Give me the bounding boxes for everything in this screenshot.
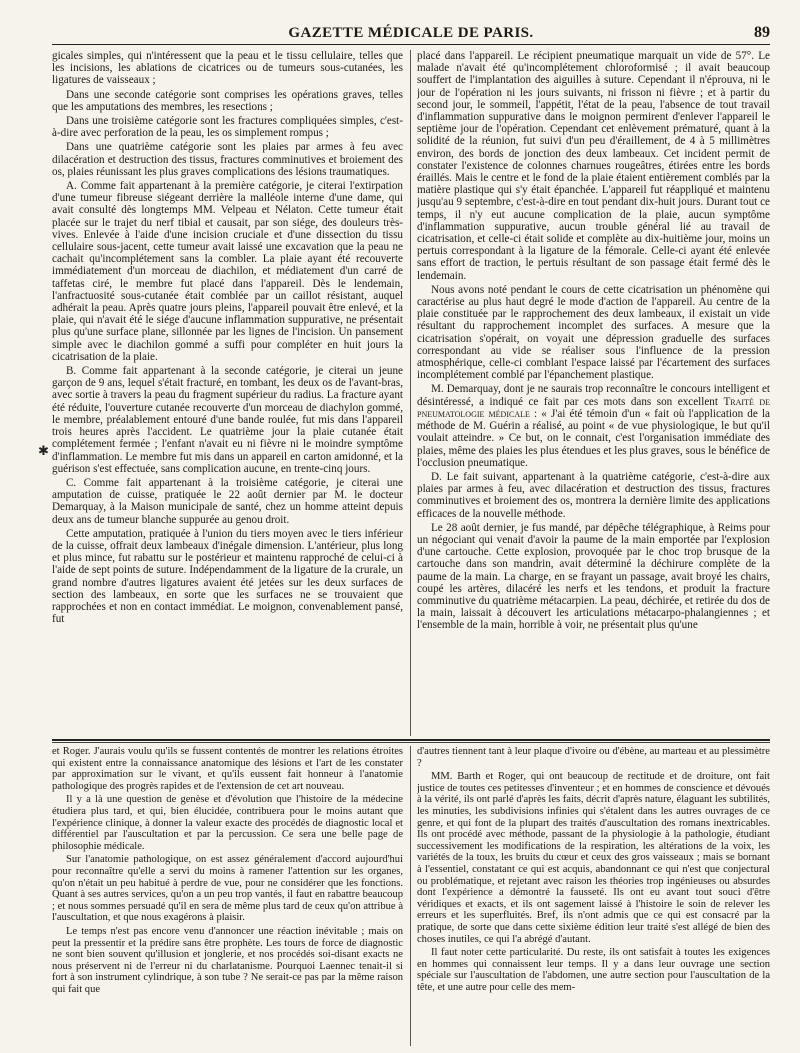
paragraph: d'autres tiennent tant à leur plaque d'ivoire ou d'ébène, au marteau et au plessimètre ? — [417, 746, 770, 769]
book-title: Traité de pneumatologie médicale — [417, 395, 770, 420]
paragraph: Dans une quatrième catégorie sont les plaies par armes à feu avec dilacération et destruction des tissus, fractures comminutives et broiement des os, plaies réunissant les plus graves complications des lésions traumatiques. — [52, 141, 403, 178]
paragraph: placé dans l'appareil. Le récipient pneumatique marquait un vide de 57°. Le malade n'avait été qu'incomplétement chloroformisé ; il avait beaucoup souffert de l'implantation des aiguilles à suture. Cependant il n'éprouva, ni le jour de l'opération ni les jours suivants, ni frisson ni fièvre ; et à partir du second jour, le sommeil, l'appétit, l'état de la peau, l'absence de tout travail d'inflammation suppurative dans le moignon permirent d'enlever l'appareil le septième jour de l'opération. Cependant cet enlèvement prématuré, quant à la solidité de la réunion, fut suivi d'un peu d'éraillement, de 4 à 5 millimètres environ, des bords de jonction des deux lambeaux. Cet incident permit de constater l'existence de colonnes charnues rougeâtres, étirées entre les bords éraillés. Mais le centre et le fond de la plaie étaient entièrement comblés par la matière plastique qui s'y était épanchée. L'appareil fut réappliqué et maintenu jusqu'au 9 septembre, c'est-à-dire en tout pendant dix-huit jours. Durant tout ce temps, il n'y eut aucune complication de la plaie, aucun symptôme d'inflammation suppurative, aucun trouble général lié au travail de cicatrisation, et celle-ci était solide et complète au dix-huitième jour, moins un pertuis correspondant à la ligature de la fémorale. Celle-ci ayant été enlevée sans effort de traction, le pertuis résultant de son passage était fermé dès le lendemain. — [417, 50, 770, 282]
feuilleton-separator — [52, 739, 770, 741]
feuilleton-column-left — [52, 746, 403, 1051]
paragraph: Le 28 août dernier, je fus mandé, par dépêche télégraphique, à Reims pour un négociant qui venait d'avoir la paume de la main emportée par l'explosion d'une cartouche. Cette explosion, provoquée par le choc trop brusque de la cartouche dans son mandrin, avait déterminé la déchirure complète de la paume de la main. La charge, en se frayant un passage, avait broyé les chairs, coupé les artères, dilacéré les nerfs et les tendons, et produit la fracture comminutive du quatrième métacarpien. La peau, déchirée, et retirée du dos de la main, laissait à découvert les articulations métacarpo-phalangiennes ; et l'ensemble de la main, horrible à voir, ne présentait plus qu'une — [417, 521, 770, 632]
paragraph: Il y a là une question de genèse et d'évolution que l'histoire de la médecine étudiera plus tard, et qui, bien élucidée, contribuera pour le moins autant que l'expérience clinique, à donner la valeur exacte des procédés de diagnostic local et différentiel par l'auscultation et par la percussion. Ce sera une belle page de philosophie médicale. — [52, 794, 403, 852]
paragraph: Sur l'anatomie pathologique, on est assez généralement d'accord aujourd'hui pour reconnaître qu'elle a servi du moins à ramener l'attention sur les organes, qu'on n'était un peu habitué à perdre de vue, pour ne considérer que les fonctions. Quant à ses autres services, qu'on a un peu trop vantés, il faut en rabattre beaucoup ; et nous sommes persuadé qu'il en sera de même plus tard de ceux qu'on attribue à l'auscultation, et que nous exagérons à plaisir. — [52, 854, 403, 924]
column-divider — [410, 50, 411, 736]
paragraph: Dans une seconde catégorie sont comprises les opérations graves, telles que les amputations des membres, les resections ; — [52, 88, 403, 113]
page-number: 89 — [754, 24, 770, 41]
paragraph — [417, 383, 770, 468]
feuilleton-separator-thin — [52, 742, 770, 743]
paragraph: B. Comme fait appartenant à la seconde catégorie, je citerai un jeune garçon de 9 ans, lequel s'était fracturé, en tombant, les deux os de l'avant-bras, avec sortie à travers la peau du fragment supérieur du radius. La fracture ayant été réduite, l'ouverture cutanée recouverte d'un morceau de diachylon gommé, le membre, préalablement entouré d'une bande roulée, fut mis dans l'appareil trois heures après l'accident. Le quatrième jour la plaie cutanée était complétement fermée ; l'enfant n'avait eu ni fièvre ni le moindre symptôme d'inflammation. Le membre fut mis dans un appareil en carton amidonné, et la guérison s'est effectuée, sans complication aucune, en trente-cinq jours. — [52, 365, 403, 475]
journal-title: GAZETTE MÉDICALE DE PARIS. — [288, 25, 534, 41]
paragraph: et Roger. J'aurais voulu qu'ils se fussent contentés de montrer les relations étroites qui existent entre la connaissance anatomique des lésions et l'art de les constater par approximation sur le vivant, et qu'ils eussent fait honneur à l'anatomie pathologique des progrès rapides et de l'extension de cet art nouveau. — [52, 746, 403, 792]
paragraph: D. Le fait suivant, appartenant à la quatrième catégorie, c'est-à-dire aux plaies par armes à feu, avec dilacération et destruction des tissus, fractures comminutives et broiement des os, montrera la dernière limite des applications efficaces de la nouvelle méthode. — [417, 470, 770, 520]
column-divider — [410, 746, 411, 1046]
article-column-right — [417, 50, 770, 736]
article-column-left — [52, 50, 403, 736]
paragraph-text: M. Demarquay, dont je ne saurais trop reconnaître le concours intelligent et désintéressé, a indiqué ce fait par ces mots dans son excellent — [417, 383, 770, 408]
paragraph: Cette amputation, pratiquée à l'union du tiers moyen avec le tiers inférieur de la cuisse, offrait deux lambeaux d'inégale dimension. L'antérieur, plus long et plus mince, fut rabattu sur le postérieur et maintenu rapproché de celui-ci à l'aide de sept points de suture. Indépendamment de la ligature de la crurale, un grand nombre d'autres ligatures avaient été jetées sur les deux surfaces de section des lambeaux, en sorte que les surfaces ne se trouvaient que rapprochées et non en contact immédiat. Le moignon, convenablement pansé, fut — [52, 527, 403, 626]
page-header — [52, 22, 770, 45]
paragraph: Il faut noter cette particularité. Du reste, ils ont satisfait à toutes les exigences en hommes qui connaissent leur temps. Il y a dans leur ouvrage une section spéciale sur l'auscultation de l'abdomen, une autre section pour l'auscultation de la tête, et une autre pour celle des mem- — [417, 947, 770, 993]
paragraph-text: : « J'ai été témoin d'un « fait où l'application de la méthode de M. Guérin a réalisé, au point « de vue physiologique, le but qu'il voulait atteindre. » Ce but, on le connait, c'est l'organisation immédiate des plaies, même des plaies les plus étendues et les plus graves, sous le bénéfice de l'occlusion pneumatique. — [417, 407, 770, 469]
paragraph: C. Comme fait appartenant à la troisième catégorie, je citerai une amputation de cuisse, pratiquée le 22 août dernier par M. le docteur Demarquay, à la Maison municipale de santé, chez un homme atteint depuis deux ans de tumeur blanche suppurée au genou droit. — [52, 476, 403, 526]
paragraph: Le temps n'est pas encore venu d'annoncer une réaction inévitable ; mais on peut la pressentir et la prédire sans être prophète. Les tours de force de diagnostic ne sont bien souvent qu'illusion et jonglerie, et nos procédés soi-disant exacts ne nous préservent ni de l'erreur ni du charlatanisme. Pourquoi Laennec tenait-il si fort à son instrument cylindrique, à son tube ? Ne serait-ce pas par la même raison qui fait que — [52, 925, 403, 995]
paragraph: MM. Barth et Roger, qui ont beaucoup de rectitude et de droiture, ont fait justice de toutes ces petitesses d'inventeur ; et en hommes de conscience et dévoués à la vérité, ils ont parlé d'après les faits, décrit d'après nature, élaguant les subtilités, les minuties, les subdivisions infinies qui s'étalent dans les autres ouvrages de ce genre, et qui font de la plupart des traités d'auscultation des romans inextricables. Ils ont procédé avec méthode, passant de la physiologie à la pathologie, étudiant successivement les modifications de la respiration, les altérations de la voix, les variétés de la toux, les bruits du cœur et ceux des gros vaisseaux ; mais se bornant à l'essentiel, constatant ce qui est acquis, abandonnant ce qui n'est que conjectural ou problématique, et rejetant avec raison les théories trop ingénieuses ou absurdes dont l'expérience a démontré la fausseté. Ils ont eu avant tout souci d'être véridiques et exacts, et ils ont sagement laissé à l'histoire le soin de relever les erreurs et les superfluités. Bref, ils n'ont admis que ce qui est consacré par la pratique, de sorte que dans cette sixième édition leur traité s'est allégé de bien des choses inutiles, ce qui l'a abrégé d'autant. — [417, 771, 770, 945]
feuilleton-column-right — [417, 746, 770, 1051]
paragraph: Dans une troisième catégorie sont les fractures compliquées simples, c'est-à-dire avec perforation de la peau, les os simplement rompus ; — [52, 115, 403, 140]
paragraph: Nous avons noté pendant le cours de cette cicatrisation un phénomène qui caractérise au plus haut degré le mode d'action de l'appareil. Au centre de la plaie constituée par le rapprochement des deux lambeaux, il existait un vide résultant du rapprochement incomplet des surfaces. A mesure que la cicatrisation s'opérait, on voyait une dépression graduelle des surfaces correspondant au vide se réaliser sous l'influence de la pression atmosphérique, celle-ci comblant l'espace laissé par l'écartement des surfaces incomplétement comblé par l'épanchement plastique. — [417, 283, 770, 382]
paragraph: gicales simples, qui n'intéressent que la peau et le tissu cellulaire, telles que les incisions, les ablations de cicatrices ou de tumeurs sous-cutanées, les ligatures de vaisseaux ; — [52, 50, 403, 87]
paragraph: A. Comme fait appartenant à la première catégorie, je citerai l'extirpation d'une tumeur fibreuse siégeant derrière la malléole interne d'une dame, qui avait consulté dès longtemps MM. Velpeau et Nélaton. Cette tumeur était placée sur le trajet du nerf tibial et causait, par son siége, des douleurs très-vives. Enlevée à l'aide d'une incision cruciale et d'une dissection du tissu cellulaire sous-jacent, cette tumeur avait laissé une excavation que la peau ne cachait qu'incomplétement sans la combler. La plaie ayant été recouverte immédiatement d'un morceau de diachilon, et médiatement d'un carré de taffetas ciré, le membre fut placé dans l'appareil. Dès le lendemain, l'anfractuosité sous-cutanée était comblée par un caillot résistant, auquel adhérait la peau. Après quatre jours pleins, l'appareil pouvait être enlevé, et la plaie, qui n'avait été le siége d'aucune inflammation suppurative, ne présentait plus qu'une surface plane, sillonnée par les lignes de l'incision. Un pansement simple avec le diachilon gommé a suffi pour compléter en huit jours la cicatrisation de la plaie. — [52, 180, 403, 363]
margin-star-mark: ✱ — [38, 444, 49, 459]
